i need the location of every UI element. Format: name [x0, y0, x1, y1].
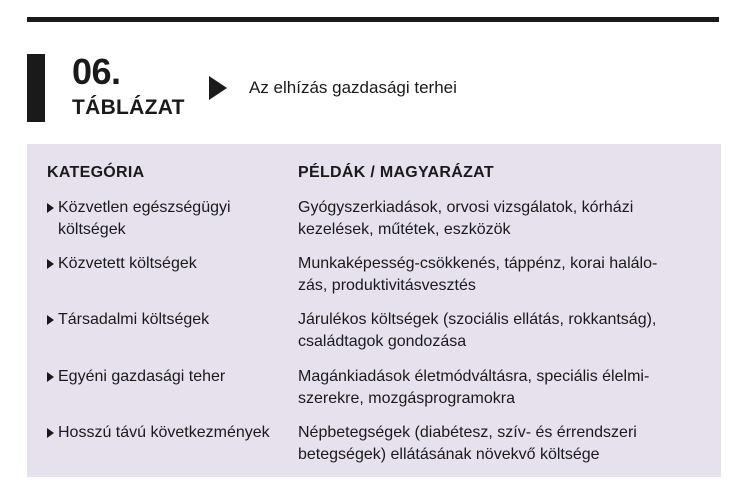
- bullet-arrow-icon: [47, 428, 54, 438]
- table-row-description: Gyógyszerkiadások, orvosi vizsgálatok, kórházi kezelések, műtétek, eszközök: [298, 199, 634, 238]
- bullet-arrow-icon: [47, 372, 54, 382]
- table-row-description: Népbetegségek (diabétesz, szív- és érrendszeri betegségek) ellátásának növekvő költsége: [298, 424, 637, 463]
- header-accent-bar: [27, 54, 45, 122]
- table-row-category: Egyéni gazdasági teher: [47, 366, 287, 388]
- table-row-category: Hosszú távú következmények: [47, 422, 287, 444]
- column-header-category: KATEGÓRIA: [47, 164, 145, 181]
- table-row-category: Közvetlen egészségügyi költségek: [47, 197, 287, 241]
- table-label: TÁBLÁZAT: [72, 96, 185, 119]
- play-arrow-icon: [209, 76, 227, 100]
- column-header-examples: PÉLDÁK / MAGYARÁZAT: [298, 164, 494, 181]
- table-row-description: Magánkiadások életmódváltásra, speciális élelmi- szerekre, mozgásprogramokra: [298, 368, 650, 407]
- table-row-description: Járulékos költségek (szociális ellátás, rokkantság), családtagok gondozása: [298, 311, 657, 350]
- bullet-arrow-icon: [47, 259, 54, 269]
- bullet-arrow-icon: [47, 203, 54, 213]
- table-number: 06.: [72, 51, 121, 92]
- table-row-category: Közvetett költségek: [47, 253, 287, 275]
- table-title: Az elhízás gazdasági terhei: [249, 78, 457, 97]
- table-row-description: Munkaképesség-csökkenés, táppénz, korai halálo- zás, produktivitásvesztés: [298, 255, 658, 294]
- table-row-category: Társadalmi költségek: [47, 309, 287, 331]
- top-rule: [27, 17, 719, 22]
- bullet-arrow-icon: [47, 315, 54, 325]
